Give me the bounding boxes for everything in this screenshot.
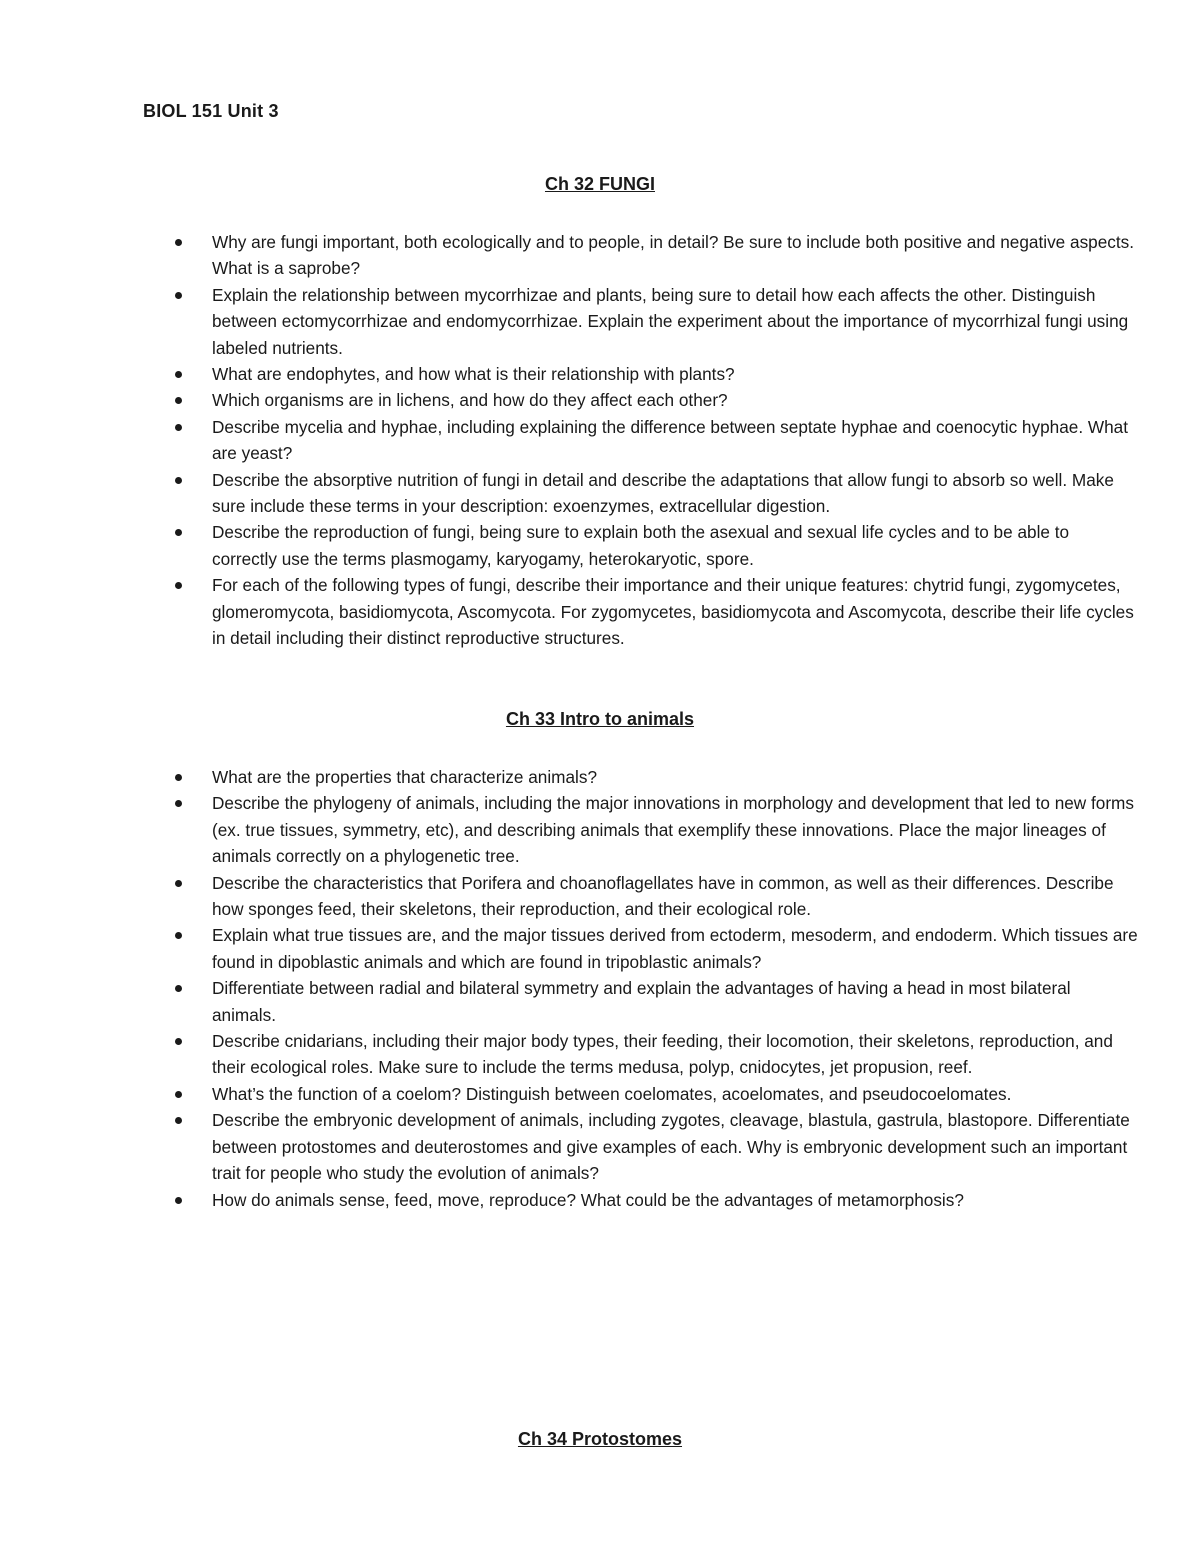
list-item xyxy=(0,1187,1138,1213)
list-item-text: How do animals sense, feed, move, reproduce? What could be the advantages of metamorphosis? xyxy=(212,1189,964,1210)
list-item xyxy=(0,870,1138,923)
list-item xyxy=(0,519,1138,572)
list-item-text: Explain what true tissues are, and the major tissues derived from ectoderm, mesoderm, and endoderm. Which tissues are found in dipoblastic animals and which are found in tripoblastic animals? xyxy=(212,925,1138,972)
list-item-text: What are endophytes, and how what is their relationship with plants? xyxy=(212,364,735,385)
list-item-text: What’s the function of a coelom? Distinguish between coelomates, acoelomates, and pseudocoelomates. xyxy=(212,1083,1012,1104)
bullet-icon xyxy=(175,1197,182,1204)
bullet-icon xyxy=(175,1038,182,1045)
bullet-icon xyxy=(175,582,182,589)
list-item-text: Describe mycelia and hyphae, including explaining the difference between septate hyphae and coenocytic hyphae. What are yeast? xyxy=(212,416,1128,464)
document-title: BIOL 151 Unit 3 xyxy=(143,101,279,121)
list-item xyxy=(0,1081,1138,1107)
bullet-icon xyxy=(175,397,182,404)
list-item-text: Describe the absorptive nutrition of fungi in detail and describe the adaptations that allow fungi to absorb so well. Make sure include these terms in your description: exoenzymes, extracellular digestion. xyxy=(212,469,1114,517)
list-item xyxy=(0,361,1138,387)
bullet-icon xyxy=(175,1117,182,1124)
list-item xyxy=(0,975,1138,1028)
section-heading-protostomes: Ch 34 Protostomes xyxy=(517,1429,683,1449)
bullet-icon xyxy=(175,239,182,246)
bullet-icon xyxy=(175,371,182,378)
fungi-question-list xyxy=(0,229,1200,652)
list-item xyxy=(0,387,1138,413)
bullet-icon xyxy=(175,774,182,781)
bullet-icon xyxy=(175,932,182,939)
list-item xyxy=(0,467,1138,520)
list-item-text: Describe the reproduction of fungi, being sure to explain both the asexual and sexual life cycles and to be able to correctly use the terms plasmogamy, karyogamy, heterokaryotic, spore. xyxy=(212,522,1070,569)
list-item-text: Which organisms are in lichens, and how do they affect each other? xyxy=(212,390,728,411)
list-item xyxy=(0,922,1138,975)
list-item-text: Describe the characteristics that Porifera and choanoflagellates have in common, as well as their differences. Describe how sponges feed, their skeletons, their reproduction, and their ecological role. xyxy=(212,872,1114,920)
section-fungi xyxy=(0,171,1200,197)
list-item xyxy=(0,764,1138,790)
section-heading-fungi: Ch 32 FUNGI xyxy=(544,174,655,194)
bullet-icon xyxy=(175,985,182,992)
bullet-icon xyxy=(175,529,182,536)
section-animals xyxy=(0,706,1200,732)
list-item xyxy=(0,414,1138,467)
list-item-text: Describe cnidarians, including their major body types, their feeding, their locomotion, their skeletons, reproduction, and their ecological roles. Make sure to include the terms medusa, polyp, cnidocytes, jet propusion, reef. xyxy=(212,1031,1113,1078)
section-protostomes xyxy=(0,1426,1200,1452)
animals-question-list xyxy=(0,764,1200,1213)
bullet-icon xyxy=(175,477,182,484)
bullet-icon xyxy=(175,292,182,299)
bullet-icon xyxy=(175,880,182,887)
list-item-text: Describe the embryonic development of animals, including zygotes, cleavage, blastula, gastrula, blastopore. Differentiate between protostomes and deuterostomes and give examples of each. Why is embryonic development such an important trait for people who study the evolution of animals? xyxy=(212,1110,1130,1184)
list-item-text: What are the properties that characterize animals? xyxy=(212,767,597,787)
list-item-text: Why are fungi important, both ecologically and to people, in detail? Be sure to include both positive and negative aspects. What is a saprobe? xyxy=(212,232,1135,279)
list-item xyxy=(0,790,1138,869)
bullet-icon xyxy=(175,424,182,431)
list-item-text: Describe the phylogeny of animals, including the major innovations in morphology and development that led to new forms (ex. true tissues, symmetry, etc), and describing animals that exemplify these innovations. Place the major lineages of animals correctly on a phylogenetic tree. xyxy=(212,793,1134,867)
bullet-icon xyxy=(175,800,182,807)
section-heading-animals: Ch 33 Intro to animals xyxy=(505,709,695,729)
list-item-text: Explain the relationship between mycorrhizae and plants, being sure to detail how each affects the other. Distinguish between ectomycorrhizae and endomycorrhizae. Explain the experiment about the importance of mycorrhizal fungi using labeled nutrients. xyxy=(212,284,1129,358)
list-item-text: Differentiate between radial and bilateral symmetry and explain the advantages of having a head in most bilateral animals. xyxy=(212,978,1071,1025)
list-item xyxy=(0,282,1138,361)
list-item-text: For each of the following types of fungi, describe their importance and their unique features: chytrid fungi, zygomycetes, glomeromycota, basidiomycota, Ascomycota. For zygomycetes, basidiomycota and Ascomycota, describe their life cycles in detail including their distinct reproductive structures. xyxy=(212,575,1134,649)
list-item xyxy=(0,1028,1138,1081)
list-item xyxy=(0,229,1138,282)
list-item xyxy=(0,1107,1138,1186)
bullet-icon xyxy=(175,1091,182,1098)
list-item xyxy=(0,572,1138,651)
